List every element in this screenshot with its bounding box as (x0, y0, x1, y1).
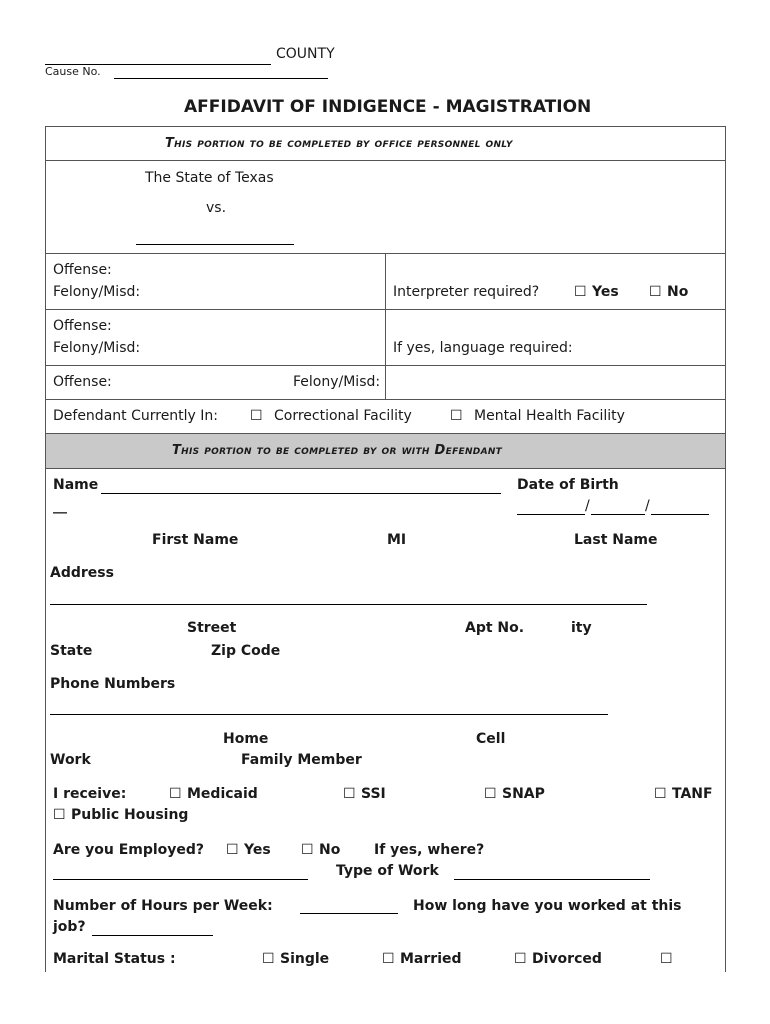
street-caption: Street (187, 620, 237, 636)
correctional-checkbox[interactable]: ☐ (250, 408, 263, 424)
divider (45, 309, 726, 310)
divider (45, 160, 726, 161)
other-marital-checkbox[interactable]: ☐ (660, 951, 673, 967)
felony-label-2: Felony/Misd: (53, 340, 141, 356)
defendant-name-line[interactable] (136, 244, 294, 245)
tanf-checkbox[interactable]: ☐ (654, 786, 667, 802)
divider (45, 399, 726, 400)
name-label: Name (53, 477, 99, 493)
interpreter-yes-checkbox[interactable]: ☐ (574, 284, 587, 300)
vs-label: vs. (206, 200, 227, 216)
type-work-label: Type of Work (336, 863, 439, 879)
county-label: COUNTY (276, 46, 335, 62)
dob-slash-2: / (645, 498, 650, 514)
interpreter-no-label: No (667, 284, 689, 300)
interpreter-label: Interpreter required? (393, 284, 540, 300)
employed-yes-checkbox[interactable]: ☐ (226, 842, 239, 858)
felony-label-1: Felony/Misd: (53, 284, 141, 300)
snap-label: SNAP (502, 786, 545, 802)
cause-number-line[interactable] (114, 78, 328, 79)
offense-label-3: Offense: (53, 374, 112, 390)
single-checkbox[interactable]: ☐ (262, 951, 275, 967)
first-name-caption: First Name (152, 532, 239, 548)
column-divider (385, 253, 386, 400)
phone-label: Phone Numbers (50, 676, 176, 692)
mi-caption: MI (387, 532, 407, 548)
phone-input-line[interactable] (50, 714, 608, 715)
dob-day-line[interactable] (591, 514, 645, 515)
marital-label: Marital Status : (53, 951, 176, 967)
offense-label-2: Offense: (53, 318, 112, 334)
divorced-label: Divorced (532, 951, 602, 967)
employed-no-checkbox[interactable]: ☐ (301, 842, 314, 858)
interpreter-no-checkbox[interactable]: ☐ (649, 284, 662, 300)
felony-label-3: Felony/Misd: (293, 374, 381, 390)
mental-health-label: Mental Health Facility (474, 408, 625, 424)
employed-label: Are you Employed? (53, 842, 205, 858)
dob-year-line[interactable] (651, 514, 709, 515)
medicaid-checkbox[interactable]: ☐ (169, 786, 182, 802)
snap-checkbox[interactable]: ☐ (484, 786, 497, 802)
address-label: Address (50, 565, 114, 581)
correctional-label: Correctional Facility (274, 408, 412, 424)
city-caption: ity (571, 620, 592, 636)
medicaid-label: Medicaid (187, 786, 258, 802)
dob-month-line[interactable] (517, 514, 585, 515)
defendant-banner: This portion to be completed by or with Defendant (172, 443, 503, 458)
state-caption: State (50, 643, 93, 659)
ssi-label: SSI (361, 786, 386, 802)
page-title: AFFIDAVIT OF INDIGENCE - MAGISTRATION (184, 97, 592, 117)
receive-label: I receive: (53, 786, 127, 802)
employed-yes-label: Yes (244, 842, 271, 858)
type-work-input-line[interactable] (454, 879, 650, 880)
employed-no-label: No (319, 842, 341, 858)
dash-mark: __ (53, 498, 67, 514)
single-label: Single (280, 951, 330, 967)
divider (45, 365, 726, 366)
divorced-checkbox[interactable]: ☐ (514, 951, 527, 967)
job-duration-input-line[interactable] (92, 935, 213, 936)
right-border (725, 469, 726, 972)
if-yes-where-label: If yes, where? (374, 842, 485, 858)
apt-caption: Apt No. (465, 620, 525, 636)
home-caption: Home (223, 731, 269, 747)
cause-label: Cause No. (45, 65, 101, 78)
housing-label: Public Housing (71, 807, 189, 823)
hours-input-line[interactable] (300, 913, 398, 914)
address-input-line[interactable] (50, 604, 647, 605)
employer-input-line[interactable] (53, 879, 308, 880)
language-label: If yes, language required: (393, 340, 573, 356)
custody-label: Defendant Currently In: (53, 408, 219, 424)
offense-label-1: Offense: (53, 262, 112, 278)
office-banner: This portion to be completed by office personnel only (165, 136, 513, 151)
hours-label: Number of Hours per Week: (53, 898, 273, 914)
family-caption: Family Member (241, 752, 362, 768)
zip-caption: Zip Code (211, 643, 281, 659)
interpreter-yes-label: Yes (592, 284, 619, 300)
ssi-checkbox[interactable]: ☐ (343, 786, 356, 802)
work-caption: Work (50, 752, 91, 768)
last-name-caption: Last Name (574, 532, 658, 548)
dob-slash-1: / (585, 498, 590, 514)
name-input-line[interactable] (101, 493, 501, 494)
dob-label: Date of Birth (517, 477, 619, 493)
state-of-texas: The State of Texas (145, 170, 274, 186)
cell-caption: Cell (476, 731, 506, 747)
mental-health-checkbox[interactable]: ☐ (450, 408, 463, 424)
married-label: Married (400, 951, 462, 967)
tanf-label: TANF (672, 786, 713, 802)
married-checkbox[interactable]: ☐ (382, 951, 395, 967)
how-long-label: How long have you worked at this (413, 898, 682, 914)
job-label: job? (53, 919, 86, 935)
housing-checkbox[interactable]: ☐ (53, 807, 66, 823)
left-border (45, 469, 46, 972)
